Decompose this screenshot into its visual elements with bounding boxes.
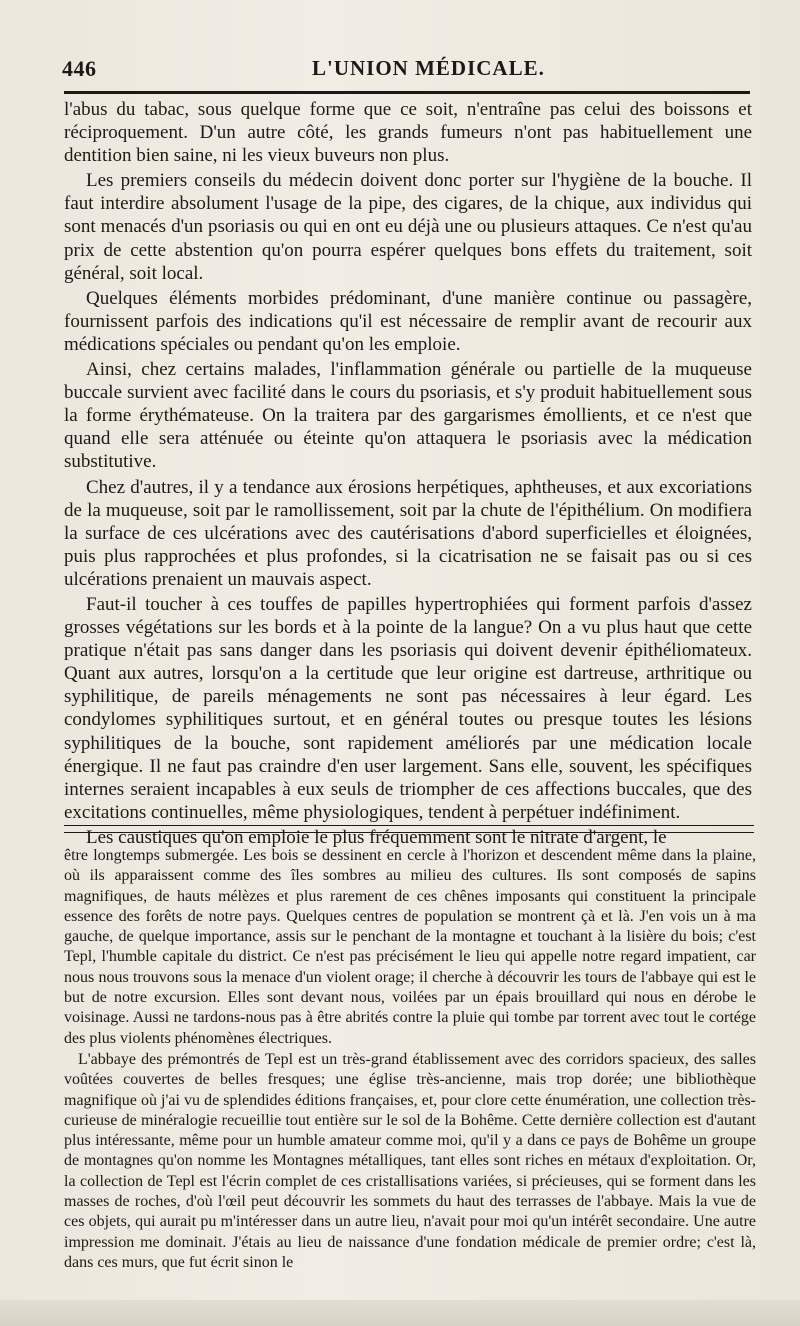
article-paragraph: Ainsi, chez certains malades, l'inflammation générale ou partielle de la muqueuse buccale survient avec facilité dans le cours du psoriasis, et s'y produit habituellement sous la forme érythémateuse. On la traitera par des gargarismes émollients, et ce n'est que quand elle sera atténuée ou éteinte qu'on attaquera le psoriasis avec la médication substitutive. <box>64 359 752 473</box>
page-number: 446 <box>62 56 97 81</box>
article-paragraph: Les caustiques qu'on emploie le plus fréquemment sont le nitrate d'argent, le <box>86 826 667 848</box>
page-header <box>62 50 750 84</box>
page-bottom-edge <box>0 1300 800 1326</box>
header-rule <box>64 91 750 94</box>
article-paragraph: Quelques éléments morbides prédominant, d'une manière continue ou passagère, fournissent parfois des indications qu'il est nécessaire de remplir avant de recourir aux médications spéciales ou pendant qu'on les emploie. <box>64 287 752 355</box>
feuilleton-paragraph: être longtemps submergée. Les bois se dessinent en cercle à l'horizon et descendent même dans la plaine, où ils apparaissent comme des îles sombres au milieu des cultures. Ils sont composés de sapins magnifiques, de hauts mélèzes et plus rarement de ces chênes imposants qui constituent la principale essence des forêts de notre pays. Quelques centres de population se montrent çà et là. J'en vois un à ma gauche, de quelque importance, assis sur le penchant de la montagne et touchant à la lisière du bois; c'est Tepl, l'humble capitale du district. Ce n'est pas précisément le lieu qui appelle notre regard impatient, car nous nous trouvons sous la menace d'un violent orage; il cherche à découvrir les tours de l'abbaye qui est le but de notre excursion. Elles sont devant nous, voilées par un épais brouillard qui nous en dérobe le voisinage. Aussi ne tardons-nous pas à être abrités contre la pluie qui tombe par torrent avec tout le cortége des plus violents phénomènes électriques. <box>64 847 756 1047</box>
article-paragraph: Les premiers conseils du médecin doivent donc porter sur l'hygiène de la bouche. Il faut interdire absolument l'usage de la pipe, des cigares, de la chique, aux individus qui sont menacés d'un psoriasis ou qui en ont eu déjà une ou plusieurs attaques. Ce n'est qu'au prix de cette abstention qu'on pourra espérer quelques bons effets du traitement, soit général, soit local. <box>64 170 752 284</box>
main-article <box>64 98 752 851</box>
feuilleton-paragraph: L'abbaye des prémontrés de Tepl est un très-grand établissement avec des corridors spacieux, des salles voûtées couvertes de belles fresques; une église très-ancienne, mais trop dorée; une bibliothèque magnifique où j'ai vu de splendides éditions françaises, et, pour clore cette énumération, une collection très-curieuse de minéralogie recueillie tout entière sur le sol de la Bohême. Cette dernière collection est d'autant plus intéressante, même pour un humble amateur comme moi, qu'il y a dans ce pays de Bohême un groupe de montagnes qu'on nomme les Montagnes métalliques, tant elles sont riches en métaux d'exploitation. Or, la collection de Tepl est l'écrin complet de ces cristallisations variées, si précieuses, qui se forment dans les masses de roches, d'où l'œil peut découvrir les sommets du haut des terrasses de l'abbaye. Mais la vue de ces objets, qui aurait pu m'intéresser dans un autre lieu, n'avait pour moi qu'un intérêt secondaire. Une autre impression me dominait. J'étais au lieu de naissance d'une fondation médicale de premier ordre; c'est là, dans ces murs, que fut écrit sinon le <box>64 1050 756 1271</box>
article-paragraph: Chez d'autres, il y a tendance aux érosions herpétiques, aphtheuses, et aux excoriations de la muqueuse, soit par le ramollissement, soit par la chute de l'épithélium. On modifiera la surface de ces ulcérations avec des cautérisations d'abord superficielles et éloignées, puis plus rapprochées et plus profondes, si la cicatrisation ne se faisait pas ou si ces ulcérations prenaient un mauvais aspect. <box>64 476 752 590</box>
feuilleton-section <box>64 846 756 1274</box>
feuilleton-double-rule <box>64 825 754 833</box>
article-paragraph: Faut-il toucher à ces touffes de papilles hypertrophiées qui forment parfois d'assez grosses végétations sur les bords et à la pointe de la langue? On a vu plus haut que cette pratique n'était pas sans danger dans les psoriasis qui doivent devenir épithéliomateux. Quant aux autres, lorsqu'on a la certitude que leur origine est dartreuse, arthritique ou syphilitique, de pareils ménagements ne sont pas nécessaires à leur égard. Les condylomes syphilitiques surtout, et en général toutes ou presque toutes les lésions syphilitiques de la bouche, sont rapidement améliorés par une médication locale énergique. Il ne faut pas craindre d'en user largement. Sans elle, souvent, les spécifiques internes seraient incapables à eux seuls de triompher de ces affections buccales, que des excitations continuelles, même physiologiques, tendent à perpétuer indéfiniment. <box>64 593 752 823</box>
running-title: L'UNION MÉDICALE. <box>312 56 545 80</box>
article-paragraph: l'abus du tabac, sous quelque forme que ce soit, n'entraîne pas celui des boissons et réciproquement. D'un autre côté, les grands fumeurs n'ont pas habituellement une dentition bien saine, ni les vieux buveurs non plus. <box>64 99 752 167</box>
